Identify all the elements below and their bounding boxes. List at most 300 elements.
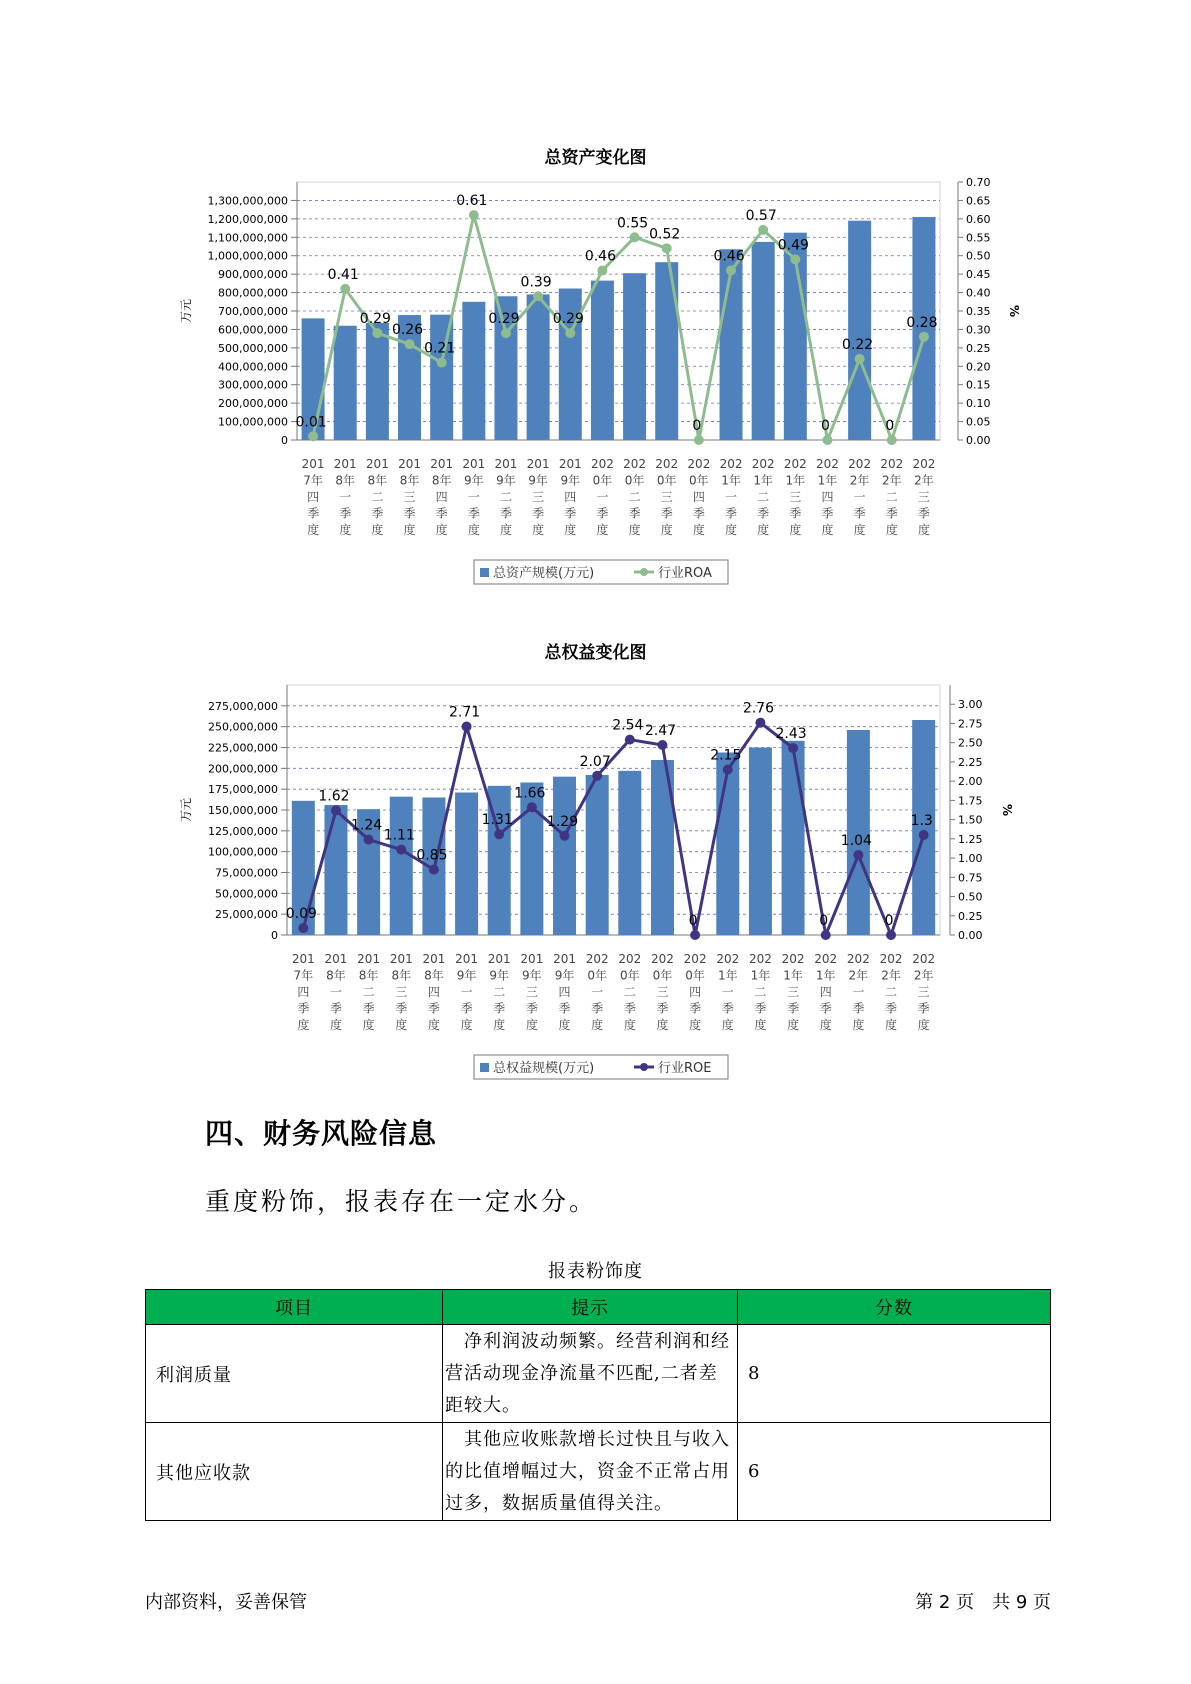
x-tick-label: 0年 <box>587 968 607 983</box>
x-tick-label: 季 <box>362 1001 375 1016</box>
x-tick-label: 季 <box>917 506 930 521</box>
x-tick-label: 三 <box>917 490 930 504</box>
x-tick-label: 四 <box>821 490 834 504</box>
y2-tick-label: 0.55 <box>966 231 991 245</box>
x-tick-label: 度 <box>757 523 770 537</box>
x-tick-label: 二 <box>362 985 375 999</box>
data-label: 0.29 <box>359 311 391 328</box>
data-label: 0 <box>885 418 895 434</box>
x-tick-label: 201 <box>430 457 454 471</box>
bar <box>324 805 347 935</box>
x-tick-label: 季 <box>628 506 641 521</box>
x-tick-label: 度 <box>917 1018 930 1032</box>
x-tick-label: 度 <box>297 1018 310 1032</box>
data-point <box>462 722 472 732</box>
table-caption: 报表粉饰度 <box>548 1261 643 1282</box>
x-tick-label: 季 <box>656 1001 669 1016</box>
data-label: 2.76 <box>742 700 775 717</box>
x-tick-label: 一 <box>853 490 866 504</box>
x-tick-label: 201 <box>494 457 518 471</box>
data-label: 0.29 <box>488 311 520 328</box>
y-tick-label: 225,000,000 <box>208 741 278 755</box>
x-tick-label: 2年 <box>849 473 870 488</box>
x-tick-label: 202 <box>687 457 711 471</box>
x-tick-label: 度 <box>329 1018 342 1032</box>
y-tick-label: 1,300,000,000 <box>207 194 288 208</box>
x-tick-label: 202 <box>748 952 772 966</box>
y2-tick-label: 2.50 <box>958 736 983 750</box>
y2-tick-label: 0.60 <box>966 212 991 226</box>
x-tick-label: 季 <box>339 506 352 521</box>
x-tick-label: 202 <box>846 952 870 966</box>
bar <box>749 748 772 936</box>
x-tick-label: 2年 <box>881 968 901 983</box>
y-tick-label: 300,000,000 <box>218 378 288 392</box>
x-tick-label: 季 <box>460 1001 473 1016</box>
chart-title: 总资产变化图 <box>544 148 647 168</box>
x-tick-label: 201 <box>365 457 389 471</box>
x-tick-label: 201 <box>422 952 446 966</box>
x-tick-label: 1年 <box>721 473 741 488</box>
y-tick-label: 0 <box>281 434 288 447</box>
y-tick-label: 100,000,000 <box>218 415 288 429</box>
x-tick-label: 四 <box>819 985 832 999</box>
data-label: 1.31 <box>481 812 513 829</box>
data-label: 0.52 <box>649 226 681 243</box>
y2-tick-label: 2.75 <box>958 717 983 731</box>
data-label: 0.55 <box>616 215 649 232</box>
data-point <box>501 328 511 338</box>
y2-tick-label: 0.10 <box>966 397 991 411</box>
y2-tick-label: 2.25 <box>958 755 983 769</box>
data-point <box>822 435 832 445</box>
x-tick-label: 四 <box>564 490 577 504</box>
bar <box>752 242 775 440</box>
data-point <box>308 431 318 441</box>
data-point <box>919 830 929 840</box>
section-paragraph: 重度粉饰，报表存在一定水分。 <box>205 1187 598 1216</box>
x-tick-label: 季 <box>297 1001 310 1016</box>
section-heading: 四、财务风险信息 <box>205 1117 438 1150</box>
x-tick-label: 202 <box>655 457 679 471</box>
x-tick-label: 度 <box>623 1018 636 1032</box>
x-tick-label: 202 <box>618 952 642 966</box>
x-tick-label: 度 <box>591 1018 604 1032</box>
data-label: 0.39 <box>520 274 552 291</box>
x-tick-label: 度 <box>692 523 705 537</box>
x-tick-label: 度 <box>787 1018 800 1032</box>
y-tick-label: 200,000,000 <box>208 762 278 776</box>
x-tick-label: 一 <box>721 985 734 999</box>
x-tick-label: 度 <box>660 523 673 537</box>
x-tick-label: 8年 <box>358 968 379 983</box>
x-tick-label: 一 <box>467 490 480 504</box>
x-tick-label: 季 <box>917 1001 930 1016</box>
row-item: 利润质量 <box>146 1325 443 1423</box>
data-point <box>887 435 897 445</box>
x-tick-label: 三 <box>656 985 669 999</box>
data-point <box>821 930 831 940</box>
y-axis-title: 万元 <box>179 298 193 324</box>
data-point <box>331 805 341 815</box>
data-point <box>364 835 374 845</box>
data-point <box>469 210 479 220</box>
x-tick-label: 202 <box>716 952 740 966</box>
y2-tick-label: 0.05 <box>966 415 991 429</box>
y2-tick-label: 0.50 <box>966 249 991 263</box>
data-label: 2.43 <box>775 726 807 743</box>
data-point <box>694 435 704 445</box>
data-point <box>657 740 667 750</box>
x-tick-label: 度 <box>403 523 416 537</box>
y2-tick-label: 0.65 <box>966 194 991 208</box>
data-label: 1.29 <box>546 813 579 830</box>
x-tick-label: 1年 <box>717 968 738 983</box>
y2-tick-label: 1.75 <box>958 794 983 808</box>
x-tick-label: 8年 <box>431 473 452 488</box>
y-tick-label: 700,000,000 <box>218 305 288 318</box>
x-tick-label: 度 <box>689 1018 702 1032</box>
x-tick-label: 季 <box>623 1001 636 1016</box>
x-tick-label: 201 <box>324 952 348 966</box>
data-point <box>565 328 575 338</box>
y-tick-label: 50,000,000 <box>215 887 278 901</box>
x-tick-label: 0年 <box>689 473 709 488</box>
header-score: 分数 <box>738 1290 1051 1325</box>
x-tick-label: 度 <box>558 1018 571 1032</box>
x-tick-label: 季 <box>885 506 898 521</box>
x-tick-label: 201 <box>462 457 486 471</box>
data-point <box>405 339 415 349</box>
x-tick-label: 一 <box>725 490 738 504</box>
x-tick-label: 201 <box>558 457 582 471</box>
x-tick-label: 季 <box>787 1001 800 1016</box>
y-axis-title: 万元 <box>179 797 193 823</box>
data-label: 0.49 <box>777 237 809 254</box>
legend-line-marker <box>640 1063 648 1071</box>
legend-bar-label: 总资产规模(万元) <box>493 566 595 581</box>
y-tick-label: 0 <box>271 929 278 942</box>
x-tick-label: 度 <box>821 523 834 537</box>
bar <box>527 294 550 440</box>
data-label: 2.07 <box>579 753 611 770</box>
header-item: 项目 <box>146 1290 443 1325</box>
data-point <box>494 829 504 839</box>
data-point <box>726 265 736 275</box>
y-tick-label: 250,000,000 <box>208 720 278 734</box>
y2-tick-label: 0.40 <box>966 286 991 300</box>
x-tick-label: 二 <box>628 490 641 504</box>
x-tick-label: 度 <box>917 523 930 537</box>
data-point <box>919 332 929 342</box>
data-point <box>853 850 863 860</box>
bar <box>553 777 576 935</box>
x-tick-label: 度 <box>493 1018 506 1032</box>
bar <box>623 273 646 440</box>
data-label: 0 <box>884 913 894 929</box>
x-tick-label: 度 <box>307 523 320 537</box>
table-row <box>146 1423 1051 1521</box>
y2-tick-label: 0.15 <box>966 378 991 392</box>
data-label: 2.54 <box>612 717 644 734</box>
x-tick-label: 二 <box>371 490 384 504</box>
x-tick-label: 季 <box>754 1001 767 1016</box>
x-tick-label: 9年 <box>496 473 516 488</box>
data-label: 1.3 <box>910 813 933 829</box>
bar <box>430 315 453 440</box>
x-tick-label: 度 <box>596 523 609 537</box>
x-tick-label: 201 <box>526 457 550 471</box>
x-tick-label: 度 <box>725 523 738 537</box>
y2-tick-label: 0.20 <box>966 360 991 374</box>
x-tick-label: 1年 <box>753 473 773 488</box>
data-point <box>298 923 308 933</box>
y-tick-label: 150,000,000 <box>208 804 278 817</box>
header-hint: 提示 <box>443 1290 738 1325</box>
x-tick-label: 季 <box>467 506 480 521</box>
data-label: 2.47 <box>644 723 677 739</box>
y2-tick-label: 0.00 <box>966 434 991 447</box>
x-tick-label: 二 <box>493 985 506 999</box>
x-tick-label: 季 <box>307 506 320 521</box>
x-tick-label: 度 <box>564 523 577 537</box>
x-tick-label: 7年 <box>303 473 323 488</box>
x-tick-label: 季 <box>789 506 802 521</box>
x-tick-label: 9年 <box>528 473 548 488</box>
x-tick-label: 8年 <box>367 473 388 488</box>
x-tick-label: 201 <box>487 952 511 966</box>
x-tick-label: 202 <box>816 457 839 471</box>
x-tick-label: 202 <box>912 457 936 471</box>
x-tick-label: 201 <box>333 457 357 471</box>
x-tick-label: 201 <box>291 952 315 966</box>
x-tick-label: 201 <box>455 952 479 966</box>
bar <box>366 323 389 440</box>
x-tick-label: 季 <box>493 1001 506 1016</box>
data-point <box>723 765 733 775</box>
x-tick-label: 季 <box>692 506 705 521</box>
y-tick-label: 400,000,000 <box>218 360 288 374</box>
x-tick-label: 一 <box>591 985 604 999</box>
x-tick-label: 2年 <box>848 968 869 983</box>
x-tick-label: 度 <box>525 1018 538 1032</box>
table-header-row <box>146 1290 1051 1325</box>
x-tick-label: 二 <box>885 490 898 504</box>
y2-axis-title: % <box>1000 803 1014 817</box>
x-tick-label: 季 <box>427 1001 440 1016</box>
y-tick-label: 275,000,000 <box>208 699 278 713</box>
x-tick-label: 202 <box>879 952 903 966</box>
data-label: 0.26 <box>391 322 424 339</box>
x-tick-label: 度 <box>460 1018 473 1032</box>
y2-tick-label: 3.00 <box>958 698 983 712</box>
data-point <box>533 291 543 301</box>
x-tick-label: 1年 <box>783 968 803 983</box>
row-hint: 净利润波动频繁。经营利润和经营活动现金净流量不匹配,二者差距较大。 <box>443 1325 738 1423</box>
x-tick-label: 度 <box>435 523 448 537</box>
data-label: 1.66 <box>514 785 546 802</box>
x-tick-label: 一 <box>460 985 473 999</box>
data-point <box>690 930 700 940</box>
chart-title: 总权益变化图 <box>544 643 647 663</box>
y2-tick-label: 0.70 <box>966 176 991 189</box>
x-tick-label: 201 <box>301 457 325 471</box>
x-tick-label: 二 <box>499 490 512 504</box>
data-label: 0.85 <box>416 847 448 864</box>
x-tick-label: 一 <box>339 490 352 504</box>
data-label: 0.22 <box>842 336 874 353</box>
legend-bar-label: 总权益规模(万元) <box>493 1061 595 1076</box>
x-tick-label: 四 <box>297 985 310 999</box>
footer-confidential-note: 内部资料，妥善保管 <box>145 1592 307 1613</box>
x-tick-label: 度 <box>721 1018 734 1032</box>
data-label: 0.29 <box>552 311 584 328</box>
x-tick-label: 季 <box>885 1001 898 1016</box>
table-row <box>146 1325 1051 1423</box>
data-point <box>597 265 607 275</box>
data-label: 1.24 <box>351 817 383 834</box>
x-tick-label: 一 <box>329 985 342 999</box>
data-label: 0.41 <box>327 266 359 283</box>
x-tick-label: 9年 <box>464 473 484 488</box>
data-point <box>437 358 447 368</box>
data-label: 0.01 <box>295 414 327 431</box>
x-tick-label: 0年 <box>624 473 645 488</box>
risk-table <box>145 1289 1051 1521</box>
x-tick-label: 度 <box>339 523 352 537</box>
x-tick-label: 季 <box>525 1001 538 1016</box>
x-tick-label: 8年 <box>391 968 412 983</box>
row-hint: 其他应收账款增长过快且与收入的比值增幅过大，资金不正常占用过多，数据质量值得关注。 <box>443 1423 738 1521</box>
x-tick-label: 度 <box>395 1018 408 1032</box>
x-tick-label: 三 <box>789 490 802 504</box>
x-tick-label: 季 <box>564 506 577 521</box>
x-tick-label: 四 <box>692 490 705 504</box>
x-tick-label: 度 <box>628 523 641 537</box>
y2-tick-label: 0.25 <box>958 909 983 923</box>
x-tick-label: 季 <box>532 506 545 521</box>
data-point <box>755 718 765 728</box>
x-tick-label: 季 <box>596 506 609 521</box>
x-tick-label: 四 <box>307 490 320 504</box>
x-tick-label: 9年 <box>554 968 575 983</box>
x-tick-label: 四 <box>558 985 571 999</box>
legend-line-marker <box>640 568 648 576</box>
x-tick-label: 季 <box>403 506 416 521</box>
x-tick-label: 度 <box>819 1018 832 1032</box>
x-tick-label: 1年 <box>815 968 836 983</box>
y-tick-label: 25,000,000 <box>215 908 278 922</box>
x-tick-label: 9年 <box>560 473 581 488</box>
bar <box>390 797 413 935</box>
x-tick-label: 度 <box>427 1018 440 1032</box>
x-tick-label: 三 <box>532 490 545 504</box>
y2-tick-label: 0.30 <box>966 323 991 337</box>
data-label: 2.15 <box>710 747 742 764</box>
x-tick-label: 1年 <box>785 473 806 488</box>
x-tick-label: 201 <box>398 457 421 471</box>
y-tick-label: 200,000,000 <box>218 397 288 411</box>
x-tick-label: 202 <box>880 457 904 471</box>
data-label: 1.04 <box>840 833 872 849</box>
bar <box>848 221 871 440</box>
legend-bar-swatch <box>480 1063 489 1072</box>
bar <box>462 302 485 440</box>
x-tick-label: 度 <box>885 523 898 537</box>
y-tick-label: 800,000,000 <box>218 286 288 300</box>
x-tick-label: 季 <box>558 1001 571 1016</box>
x-tick-label: 度 <box>499 523 512 537</box>
x-tick-label: 季 <box>591 1001 604 1016</box>
x-tick-label: 三 <box>395 985 408 999</box>
x-tick-label: 季 <box>689 1001 702 1016</box>
data-label: 0 <box>819 913 829 929</box>
x-tick-label: 度 <box>852 1018 865 1032</box>
x-tick-label: 0年 <box>656 473 677 488</box>
x-tick-label: 202 <box>783 457 807 471</box>
data-label: 0.57 <box>745 207 777 224</box>
y-tick-label: 1,100,000,000 <box>207 231 288 245</box>
x-tick-label: 三 <box>403 490 416 504</box>
x-tick-label: 201 <box>357 952 381 966</box>
x-tick-label: 0年 <box>652 968 673 983</box>
x-tick-label: 二 <box>623 985 636 999</box>
data-point <box>886 930 896 940</box>
x-tick-label: 2年 <box>913 968 934 983</box>
data-label: 2.71 <box>448 704 481 721</box>
x-tick-label: 度 <box>467 523 480 537</box>
x-tick-label: 度 <box>362 1018 375 1032</box>
row-score: 6 <box>738 1423 1051 1521</box>
y-tick-label: 100,000,000 <box>208 845 278 859</box>
x-tick-label: 9年 <box>456 968 477 983</box>
data-point <box>396 845 406 855</box>
data-point <box>429 865 439 875</box>
x-tick-label: 度 <box>853 523 866 537</box>
data-point <box>758 225 768 235</box>
data-point <box>790 254 800 264</box>
data-label: 0.46 <box>713 248 745 265</box>
y2-tick-label: 0.50 <box>958 890 983 904</box>
x-tick-label: 三 <box>660 490 673 504</box>
y-tick-label: 500,000,000 <box>218 341 288 355</box>
x-tick-label: 0年 <box>620 968 640 983</box>
x-tick-label: 三 <box>525 985 538 999</box>
x-tick-label: 季 <box>329 1001 342 1016</box>
x-tick-label: 202 <box>912 952 936 966</box>
footer-page-number: 第 2 页 共 9 页 <box>915 1592 1051 1613</box>
y2-tick-label: 0.75 <box>958 871 983 885</box>
x-tick-label: 度 <box>656 1018 669 1032</box>
x-tick-label: 202 <box>590 457 614 471</box>
y2-tick-label: 1.00 <box>958 852 983 866</box>
x-tick-label: 季 <box>821 506 834 521</box>
x-tick-label: 季 <box>435 506 448 521</box>
legend-line-label: 行业ROE <box>658 1061 712 1076</box>
x-tick-label: 季 <box>371 506 384 521</box>
x-tick-label: 季 <box>395 1001 408 1016</box>
data-point <box>625 735 635 745</box>
y2-tick-label: 2.00 <box>958 775 983 789</box>
x-tick-label: 季 <box>852 1001 865 1016</box>
data-point <box>560 831 570 841</box>
x-tick-label: 0年 <box>685 968 705 983</box>
bar <box>334 326 357 440</box>
x-tick-label: 四 <box>689 985 702 999</box>
x-tick-label: 季 <box>660 506 673 521</box>
data-label: 0 <box>692 418 702 434</box>
x-tick-label: 9年 <box>522 968 542 983</box>
